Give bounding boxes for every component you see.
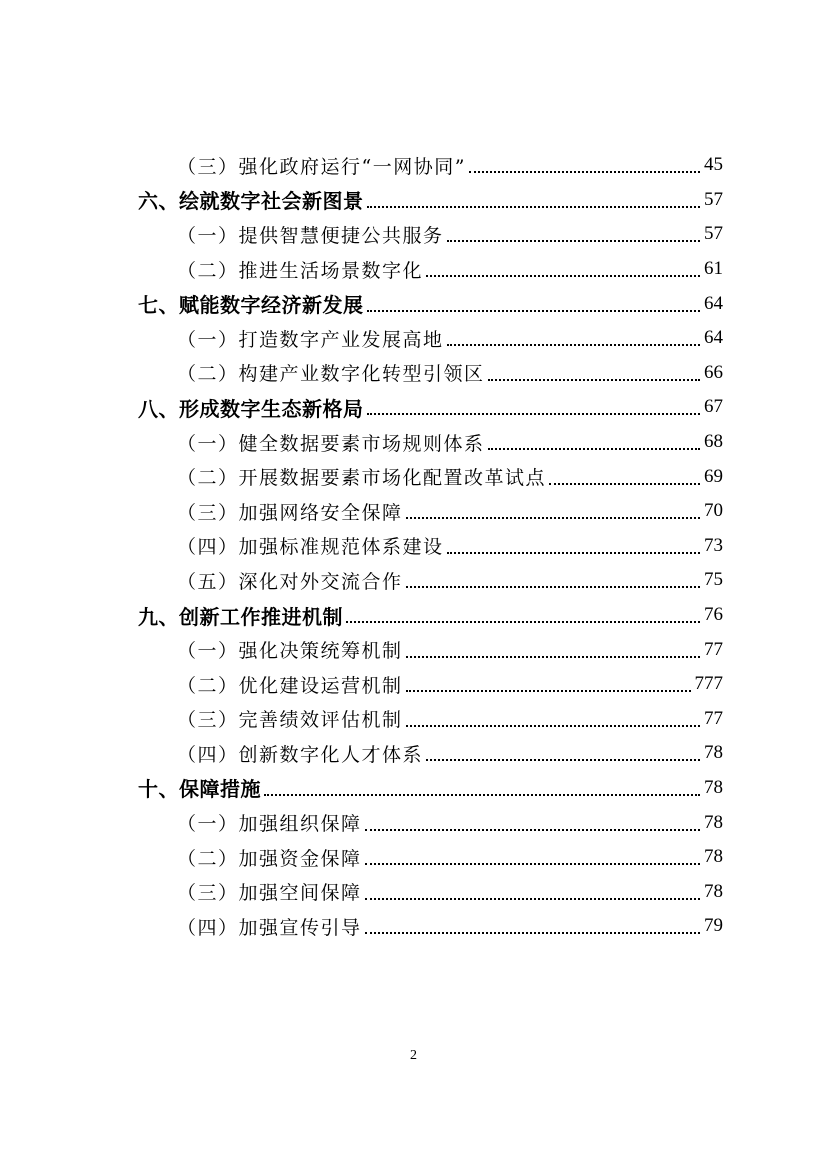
toc-subsection-entry[interactable] (0, 805, 827, 840)
toc-subsection-entry[interactable] (0, 909, 827, 944)
toc-entry-page: 64 (704, 327, 723, 349)
toc-entry-page: 78 (704, 776, 723, 798)
toc-subsection-entry[interactable] (0, 874, 827, 909)
toc-subsection-entry[interactable] (0, 667, 827, 702)
table-of-contents (0, 148, 827, 944)
toc-entry-title: （一）提供智慧便捷公共服务 (177, 224, 444, 247)
toc-entry-page: 67 (704, 396, 723, 418)
toc-subsection-entry[interactable] (0, 217, 827, 252)
toc-subsection-entry[interactable] (0, 321, 827, 356)
toc-entry-title: （二）开展数据要素市场化配置改革试点 (177, 467, 547, 490)
toc-entry-page: 78 (704, 846, 723, 868)
dot-leader (447, 344, 700, 346)
toc-entry-title: （三）完善绩效评估机制 (177, 709, 403, 732)
toc-subsection-entry[interactable] (0, 252, 827, 287)
toc-section-entry[interactable] (0, 286, 827, 321)
toc-entry-page: 73 (704, 534, 723, 556)
dot-leader (426, 275, 700, 277)
toc-entry-page: 78 (704, 742, 723, 764)
toc-entry-title: （三）强化政府运行“一网协同” (177, 155, 466, 178)
dot-leader (406, 656, 700, 658)
toc-entry-page: 68 (704, 431, 723, 453)
dot-leader (469, 171, 700, 173)
toc-entry-title: （二）推进生活场景数字化 (177, 259, 424, 282)
toc-entry-page: 78 (704, 811, 723, 833)
toc-subsection-entry[interactable] (0, 840, 827, 875)
toc-entry-title: （四）加强宣传引导 (177, 916, 362, 939)
dot-leader (406, 517, 700, 519)
dot-leader (406, 725, 700, 727)
dot-leader (365, 829, 700, 831)
dot-leader (488, 448, 700, 450)
toc-subsection-entry[interactable] (0, 148, 827, 183)
toc-entry-page: 61 (704, 258, 723, 280)
dot-leader (367, 206, 701, 208)
dot-leader (488, 379, 700, 381)
toc-entry-page: 77 (704, 707, 723, 729)
toc-entry-title: （一）健全数据要素市场规则体系 (177, 432, 485, 455)
toc-entry-title: （四）创新数字化人才体系 (177, 743, 424, 766)
toc-entry-title: 十、保障措施 (138, 777, 261, 802)
dot-leader (549, 483, 700, 485)
toc-entry-title: （一）打造数字产业发展高地 (177, 328, 444, 351)
toc-entry-page: 70 (704, 500, 723, 522)
toc-entry-title: 八、形成数字生态新格局 (138, 396, 364, 421)
toc-subsection-entry[interactable] (0, 563, 827, 598)
toc-entry-title: 七、赋能数字经济新发展 (138, 293, 364, 318)
toc-entry-title: （三）加强空间保障 (177, 882, 362, 905)
dot-leader (447, 552, 700, 554)
toc-subsection-entry[interactable] (0, 632, 827, 667)
dot-leader (365, 932, 700, 934)
dot-leader (367, 310, 701, 312)
dot-leader (365, 898, 700, 900)
toc-subsection-entry[interactable] (0, 736, 827, 771)
dot-leader (426, 759, 700, 761)
dot-leader (406, 690, 691, 692)
toc-entry-page: 76 (704, 604, 723, 626)
toc-subsection-entry[interactable] (0, 459, 827, 494)
dot-leader (447, 240, 700, 242)
toc-section-entry[interactable] (0, 390, 827, 425)
dot-leader (365, 863, 700, 865)
toc-entry-page: 66 (704, 361, 723, 383)
toc-entry-title: （四）加强标准规范体系建设 (177, 536, 444, 559)
dot-leader (367, 413, 701, 415)
toc-entry-title: （二）加强资金保障 (177, 847, 362, 870)
toc-section-entry[interactable] (0, 771, 827, 806)
toc-entry-page: 45 (704, 154, 723, 176)
dot-leader (264, 794, 700, 796)
toc-entry-title: 九、创新工作推进机制 (138, 604, 343, 629)
toc-subsection-entry[interactable] (0, 529, 827, 564)
toc-entry-page: 64 (704, 292, 723, 314)
toc-entry-page: 75 (704, 569, 723, 591)
toc-entry-page: 57 (704, 188, 723, 210)
toc-entry-page: 79 (704, 915, 723, 937)
toc-subsection-entry[interactable] (0, 702, 827, 737)
toc-entry-title: （一）加强组织保障 (177, 813, 362, 836)
toc-section-entry[interactable] (0, 598, 827, 633)
toc-entry-page: 78 (704, 880, 723, 902)
toc-entry-page: 777 (694, 673, 723, 695)
toc-subsection-entry[interactable] (0, 356, 827, 391)
toc-subsection-entry[interactable] (0, 425, 827, 460)
toc-subsection-entry[interactable] (0, 494, 827, 529)
dot-leader (406, 586, 700, 588)
page-number: 2 (410, 1048, 417, 1063)
toc-entry-title: （二）优化建设运营机制 (177, 674, 403, 697)
toc-entry-title: （一）强化决策统筹机制 (177, 640, 403, 663)
toc-entry-title: （二）构建产业数字化转型引领区 (177, 363, 485, 386)
dot-leader (346, 621, 700, 623)
toc-entry-page: 57 (704, 223, 723, 245)
toc-entry-title: （三）加强网络安全保障 (177, 501, 403, 524)
toc-entry-title: （五）深化对外交流合作 (177, 570, 403, 593)
toc-entry-page: 69 (704, 465, 723, 487)
toc-section-entry[interactable] (0, 183, 827, 218)
toc-entry-page: 77 (704, 638, 723, 660)
toc-entry-title: 六、绘就数字社会新图景 (138, 189, 364, 214)
